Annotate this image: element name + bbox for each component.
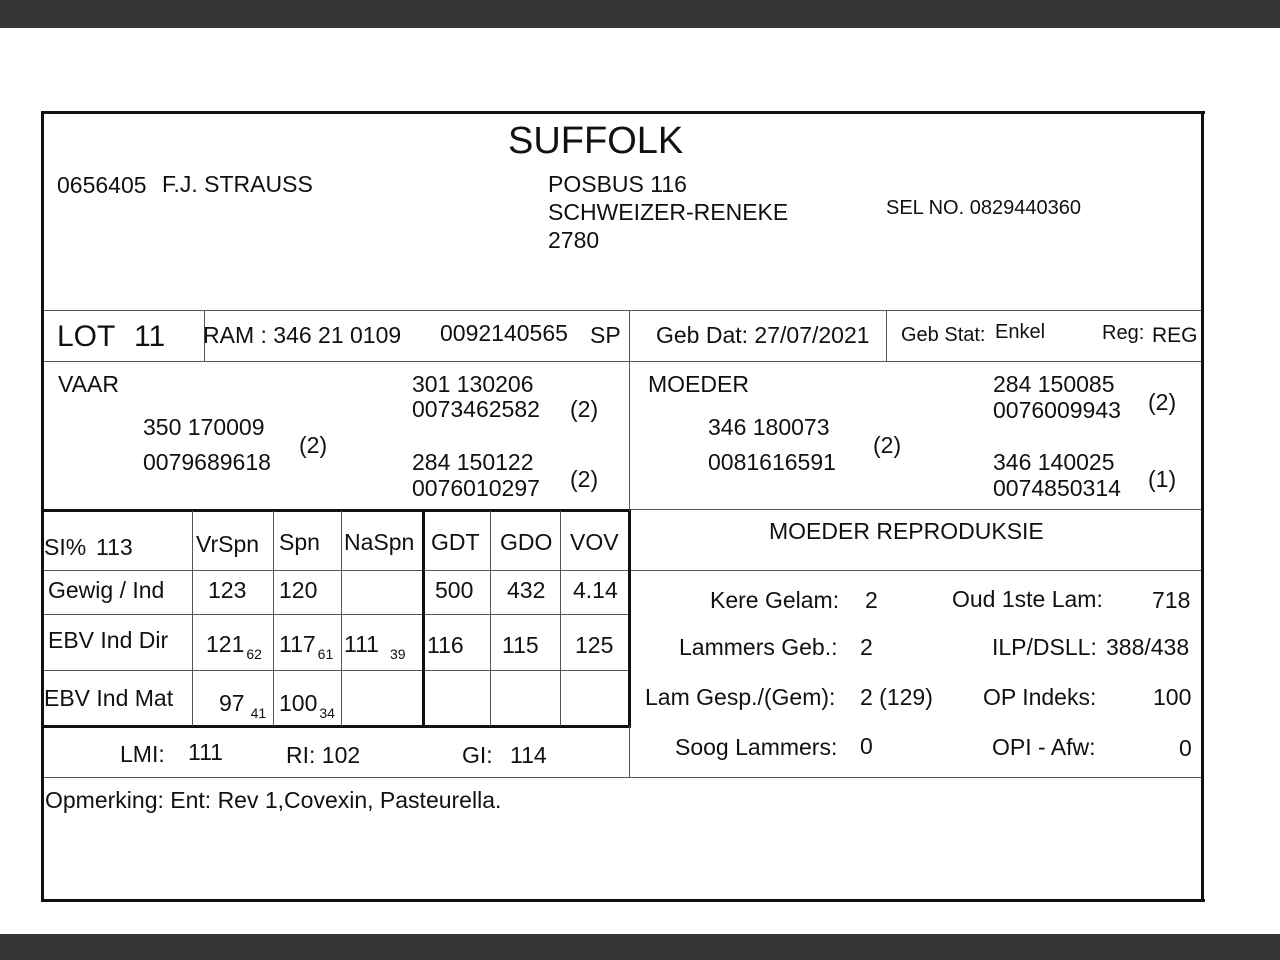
ebv-mat-vrspn-accuracy: 41 <box>250 705 267 721</box>
col-header-gdo: GDO <box>500 529 553 555</box>
vaar-label: VAAR <box>58 371 119 397</box>
divider-perf-header <box>44 570 1201 571</box>
granddam1-grade: (2) <box>1148 389 1177 415</box>
gewig-gdt: 500 <box>435 577 474 603</box>
divider-lot-row <box>44 361 1201 362</box>
ebv-dir-naspn-value: 111 <box>344 631 379 657</box>
ebv-dir-vrspn <box>206 631 262 662</box>
opi-afw-label: OPI - Afw: <box>992 734 1096 760</box>
geb-dat: Geb Dat: 27/07/2021 <box>656 322 870 348</box>
address-line3: 2780 <box>548 227 600 253</box>
sel-no: SEL NO. 0829440360 <box>886 197 1081 219</box>
lot-label: LOT <box>57 320 116 353</box>
ilp-dsll-value: 388/438 <box>1106 634 1190 660</box>
ebv-dir-vrspn-value: 121 <box>206 631 245 657</box>
kere-gelam-label: Kere Gelam: <box>710 587 840 613</box>
gi-label: GI: <box>462 742 493 768</box>
oud-1ste-lam-value: 718 <box>1152 587 1191 613</box>
divider-col-gdt <box>490 511 491 726</box>
opmerking: Opmerking: Ent: Rev 1,Covexin, Pasteurella. <box>45 787 502 813</box>
viewer-top-bar <box>0 0 1280 28</box>
geb-stat-value: Enkel <box>995 321 1046 343</box>
divider-row1 <box>44 614 630 615</box>
grandsire1-reg: 0073462582 <box>412 396 540 422</box>
soog-lammers-value: 0 <box>860 733 873 759</box>
granddam2-reg: 0074850314 <box>993 475 1121 501</box>
ebv-mat-spn-value: 100 <box>279 690 318 716</box>
divider-gebdat-stat <box>886 311 887 361</box>
card-border-top <box>41 111 1205 114</box>
ram-id: RAM : 346 21 0109 <box>203 322 402 348</box>
gewig-gdo: 432 <box>507 577 546 603</box>
ebv-mat-vrspn <box>219 690 267 721</box>
viewer-bottom-bar <box>0 934 1280 960</box>
divider-col-spn <box>341 511 342 726</box>
reg-value: REG <box>1152 324 1198 347</box>
divider-header <box>44 310 1201 311</box>
grandsire1-id: 301 130206 <box>412 371 534 397</box>
granddam2-id: 346 140025 <box>993 449 1115 475</box>
ebv-dir-vrspn-accuracy: 62 <box>246 646 262 662</box>
dam-reg: 0081616591 <box>708 449 836 475</box>
card-border-bottom <box>41 899 1205 902</box>
divider-col-gdo <box>560 511 561 726</box>
ebv-dir-spn <box>279 631 334 662</box>
row-label-ebv-mat: EBV Ind Mat <box>44 685 174 711</box>
granddam1-id: 284 150085 <box>993 371 1115 397</box>
ebv-dir-spn-accuracy: 61 <box>317 646 334 662</box>
breeder-code: 0656405 <box>57 172 147 198</box>
ilp-dsll-label: ILP/DSLL: <box>992 634 1097 660</box>
gewig-vov: 4.14 <box>573 577 618 603</box>
grandsire1-grade: (2) <box>570 396 599 422</box>
si-value: 113 <box>96 534 133 560</box>
col-header-naspn: NaSpn <box>344 529 415 555</box>
lam-gesp-value: 2 (129) <box>860 684 933 710</box>
dam-id: 346 180073 <box>708 414 830 440</box>
ram-reg-number: 0092140565 <box>440 320 568 346</box>
moeder-label: MOEDER <box>648 371 749 397</box>
col-header-vov: VOV <box>570 529 619 555</box>
geb-stat-label: Geb Stat: <box>901 324 986 346</box>
breeder-name: F.J. STRAUSS <box>162 171 313 197</box>
sire-id: 350 170009 <box>143 414 265 440</box>
oud-1ste-lam-label: Oud 1ste Lam: <box>952 586 1103 612</box>
address-line1: POSBUS 116 <box>548 171 687 197</box>
divider-col-vrspn <box>273 511 274 726</box>
divider-col-vov <box>628 511 631 726</box>
divider-indices <box>44 777 1201 778</box>
sire-grade: (2) <box>299 432 328 458</box>
grandsire2-grade: (2) <box>570 466 599 492</box>
op-indeks-value: 100 <box>1153 684 1192 710</box>
soog-lammers-label: Soog Lammers: <box>675 734 838 760</box>
row-label-ebv-dir: EBV Ind Dir <box>48 627 169 653</box>
granddam1-reg: 0076009943 <box>993 397 1121 423</box>
divider-row2 <box>44 670 630 671</box>
ri-value: RI: 102 <box>286 742 361 768</box>
si-label: SI% <box>44 534 87 560</box>
divider-col-label <box>192 511 193 726</box>
divider-perf-bottom <box>44 725 631 728</box>
lammers-geb-label: Lammers Geb.: <box>679 634 838 660</box>
ebv-mat-spn <box>279 690 335 721</box>
kere-gelam-value: 2 <box>865 587 878 613</box>
ebv-dir-vov: 125 <box>575 632 614 658</box>
grandsire2-reg: 0076010297 <box>412 475 540 501</box>
reg-label: Reg: <box>1102 322 1145 344</box>
gewig-spn: 120 <box>279 577 318 603</box>
lmi-label: LMI: <box>120 741 165 767</box>
gewig-vrspn: 123 <box>208 577 247 603</box>
lot-number: 11 <box>134 320 166 353</box>
col-header-spn: Spn <box>279 529 320 555</box>
gi-value: 114 <box>510 742 547 768</box>
opi-afw-value: 0 <box>1179 735 1192 761</box>
address-line2: SCHWEIZER-RENEKE <box>548 199 789 225</box>
moeder-reproduksie-title: MOEDER REPRODUKSIE <box>769 518 1044 544</box>
granddam2-grade: (1) <box>1148 466 1177 492</box>
op-indeks-label: OP Indeks: <box>983 684 1097 710</box>
ebv-dir-naspn-accuracy: 39 <box>389 646 406 662</box>
ebv-mat-vrspn-value: 97 <box>219 690 245 716</box>
divider-col-naspn <box>422 511 425 726</box>
ebv-dir-gdo: 115 <box>502 632 539 658</box>
ebv-dir-gdt: 116 <box>427 632 464 658</box>
col-header-gdt: GDT <box>431 529 480 555</box>
divider-pedigree-right <box>630 509 1201 510</box>
ebv-dir-naspn <box>344 631 406 662</box>
card-border-right <box>1201 111 1204 902</box>
lmi-value: 111 <box>188 739 223 765</box>
breed-title: SUFFOLK <box>508 120 684 162</box>
row-label-gewig: Gewig / Ind <box>48 577 165 603</box>
lammers-geb-value: 2 <box>860 634 873 660</box>
grandsire2-id: 284 150122 <box>412 449 534 475</box>
ram-code: SP <box>590 322 621 348</box>
ebv-dir-spn-value: 117 <box>279 631 316 657</box>
divider-perf-top <box>44 509 631 512</box>
dam-grade: (2) <box>873 432 902 458</box>
card-border-left <box>41 111 44 902</box>
col-header-vrspn: VrSpn <box>196 531 260 557</box>
lam-gesp-label: Lam Gesp./(Gem): <box>645 684 836 710</box>
sire-reg: 0079689618 <box>143 449 271 475</box>
ebv-mat-spn-accuracy: 34 <box>319 705 335 721</box>
